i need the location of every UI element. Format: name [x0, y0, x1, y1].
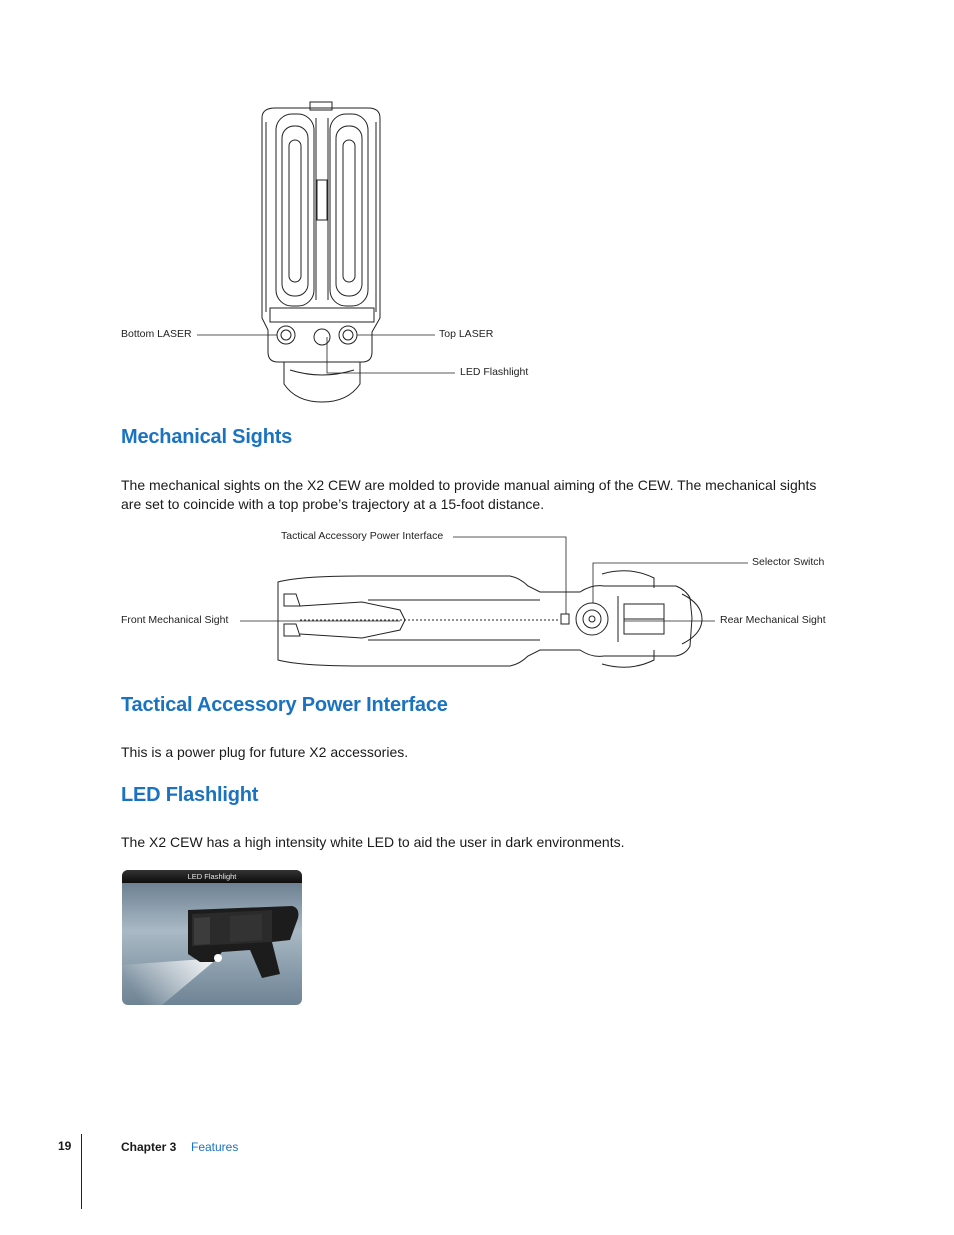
footer-chapter: Chapter 3 [121, 1140, 177, 1154]
led-flashlight-callout-label: LED Flashlight [460, 366, 529, 378]
mechanical-sights-heading: Mechanical Sights [121, 426, 293, 448]
footer-section-link[interactable]: Features [191, 1140, 239, 1154]
tactical-interface-callout-label: Tactical Accessory Power Interface [281, 530, 444, 542]
page-number: 19 [58, 1139, 72, 1153]
front-mechanical-sight-label: Front Mechanical Sight [121, 614, 229, 626]
tactical-interface-paragraph: This is a power plug for future X2 accessories. [121, 744, 409, 760]
selector-switch-label: Selector Switch [752, 556, 825, 568]
bottom-laser-label: Bottom LASER [121, 328, 192, 340]
led-flashlight-paragraph: The X2 CEW has a high intensity white LED to aid the user in dark environments. [121, 834, 625, 850]
led-flashlight-photo [122, 870, 302, 1005]
footer-divider [81, 1134, 82, 1209]
device-photo-illustration [122, 870, 302, 1005]
rear-mechanical-sight-label: Rear Mechanical Sight [720, 614, 826, 626]
photo-title: LED Flashlight [187, 872, 237, 881]
tactical-interface-heading: Tactical Accessory Power Interface [121, 694, 448, 716]
top-laser-label: Top LASER [439, 328, 494, 340]
led-flashlight-heading: LED Flashlight [121, 784, 259, 806]
mechanical-sights-paragraph: The mechanical sights on the X2 CEW are molded to provide manual aiming of the CEW. The mechanical sights are set to coincide with a top probe’s trajectory at a 15-foot distance. [121, 477, 817, 512]
